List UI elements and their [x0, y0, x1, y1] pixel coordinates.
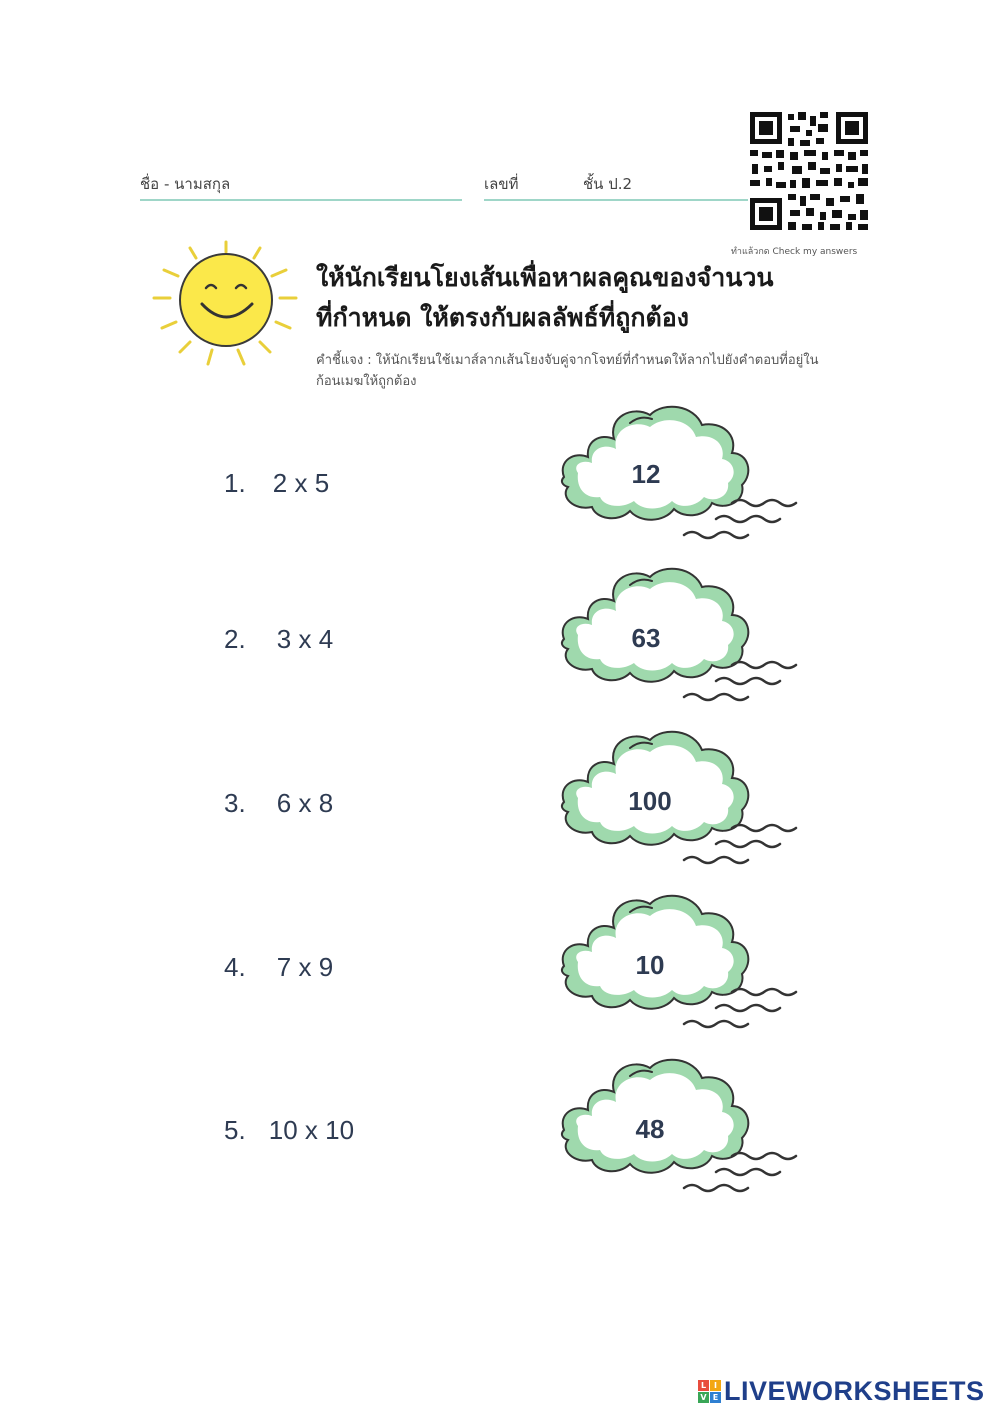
question-5[interactable] — [224, 1115, 354, 1146]
answer-value: 48 — [635, 1114, 665, 1144]
class-label: ชั้น ป.2 — [583, 175, 633, 193]
logo-letter: E — [710, 1392, 721, 1403]
question-number: 1. — [224, 468, 246, 498]
title-line-2: ที่กำหนด ให้ตรงกับผลลัพธ์ที่ถูกต้อง — [316, 303, 689, 332]
name-label: ชื่อ - นามสกุล — [140, 175, 231, 193]
question-number: 5. — [224, 1115, 246, 1145]
answer-value: 12 — [631, 459, 661, 489]
question-number: 3. — [224, 788, 246, 818]
name-underline — [140, 199, 462, 201]
answer-value: 63 — [631, 623, 661, 653]
answer-cloud-1[interactable] — [556, 403, 806, 543]
question-3[interactable] — [224, 788, 333, 819]
answer-cloud-4[interactable] — [556, 892, 806, 1032]
title-line-1: ให้นักเรียนโยงเส้นเพื่อหาผลคูณของจำนวน — [316, 263, 774, 292]
instructions-line-2: ก้อนเมฆให้ถูกต้อง — [316, 374, 417, 389]
question-number: 2. — [224, 624, 246, 654]
number-underline — [484, 199, 754, 201]
liveworksheets-logo — [698, 1380, 722, 1404]
answer-value: 100 — [628, 786, 672, 816]
logo-letter: I — [710, 1380, 721, 1391]
question-number: 4. — [224, 952, 246, 982]
question-1[interactable] — [224, 468, 329, 499]
instructions-line-1: คำชี้แจง : ให้นักเรียนใช้เมาส์ลากเส้นโยงจับคู่จากโจทย์ที่กำหนดให้ลากไปยังคำตอบที่อยู่ใน — [316, 353, 819, 368]
question-4[interactable] — [224, 952, 333, 983]
number-label: เลขที่ — [484, 175, 519, 193]
qr-code-graphic — [748, 110, 870, 232]
question-expression: 3 x 4 — [276, 624, 334, 654]
qr-caption: ทำแล้วกด Check my answers — [731, 247, 858, 257]
answer-cloud-3[interactable] — [556, 728, 806, 868]
question-expression: 7 x 9 — [276, 952, 334, 982]
question-expression: 2 x 5 — [272, 468, 330, 498]
question-2[interactable] — [224, 624, 333, 655]
question-expression: 10 x 10 — [268, 1115, 355, 1145]
answer-cloud-2[interactable] — [556, 565, 806, 705]
qr-code[interactable] — [748, 110, 870, 232]
answer-cloud-5[interactable] — [556, 1056, 806, 1196]
logo-letter: L — [698, 1380, 709, 1391]
question-expression: 6 x 8 — [276, 788, 334, 818]
sun-illustration — [140, 238, 310, 373]
brand-name[interactable]: LIVEWORKSHEETS — [724, 1376, 985, 1406]
answer-value: 10 — [635, 950, 665, 980]
logo-letter: V — [698, 1392, 709, 1403]
